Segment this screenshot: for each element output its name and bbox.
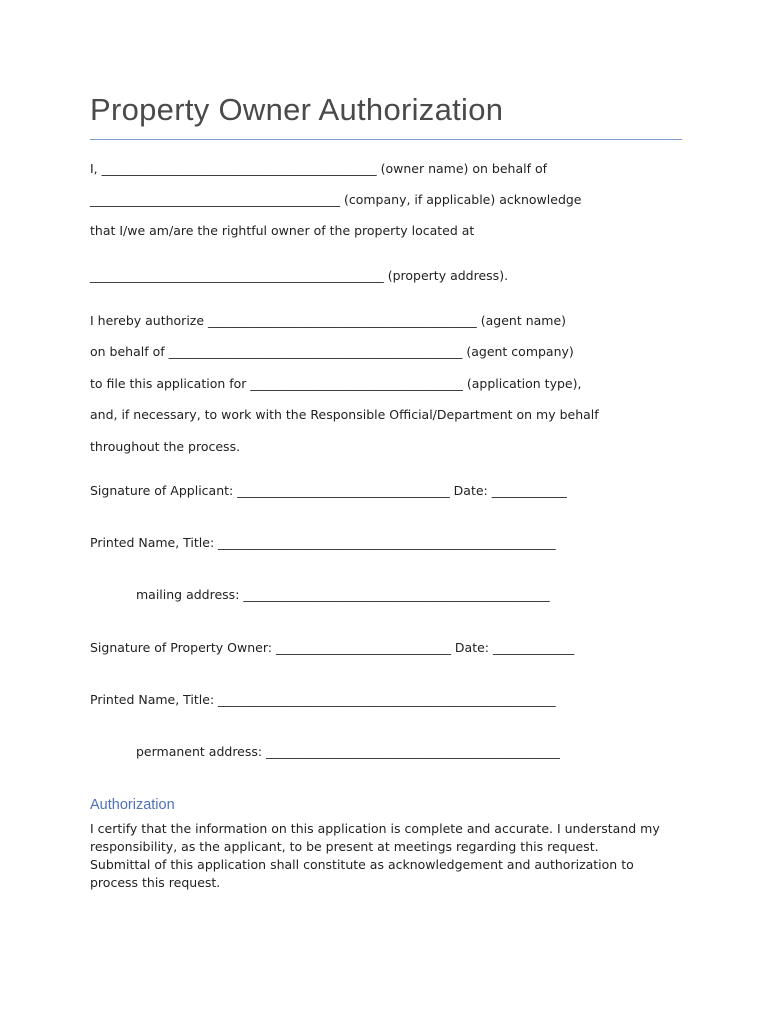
agent-company-line: on behalf of _______________________________________________ (agent company) (90, 344, 574, 359)
authorization-line-4: process this request. (90, 875, 221, 890)
process-line: throughout the process. (90, 439, 241, 454)
ownership-statement: that I/we am/are the rightful owner of the property located at (90, 223, 475, 238)
authorization-line-3: Submittal of this application shall constitute as acknowledgement and authorization to (90, 857, 634, 872)
authorization-line-1: I certify that the information on this application is complete and accurate. I understand my (90, 821, 660, 836)
page-title: Property Owner Authorization (90, 92, 504, 127)
agent-name-line: I hereby authorize ___________________________________________ (agent name) (90, 313, 567, 328)
applicant-signature-line: Signature of Applicant: __________________________________ Date: ____________ (90, 483, 567, 498)
property-address-line: _______________________________________________ (property address). (90, 268, 509, 283)
owner-signature-line: Signature of Property Owner: ____________________________ Date: _____________ (90, 640, 575, 655)
company-line: ________________________________________ (company, if applicable) acknowledge (90, 192, 582, 207)
authorization-line-2: responsibility, as the applicant, to be present at meetings regarding this request. (90, 839, 599, 854)
mailing-address-line: mailing address: _________________________________________________ (136, 587, 550, 602)
permanent-address-line: permanent address: _______________________________________________ (136, 744, 560, 759)
owner-name-line: I, ____________________________________________ (owner name) on behalf of (90, 161, 548, 176)
responsible-official-line: and, if necessary, to work with the Responsible Official/Department on my behalf (90, 407, 599, 422)
authorization-paragraph (90, 820, 690, 892)
authorization-heading: Authorization (90, 797, 175, 813)
owner-printed-name-line: Printed Name, Title: ______________________________________________________ (90, 692, 556, 707)
application-type-line: to file this application for __________________________________ (application type), (90, 376, 582, 391)
title-underline (90, 139, 682, 140)
applicant-printed-name-line: Printed Name, Title: ______________________________________________________ (90, 535, 556, 550)
